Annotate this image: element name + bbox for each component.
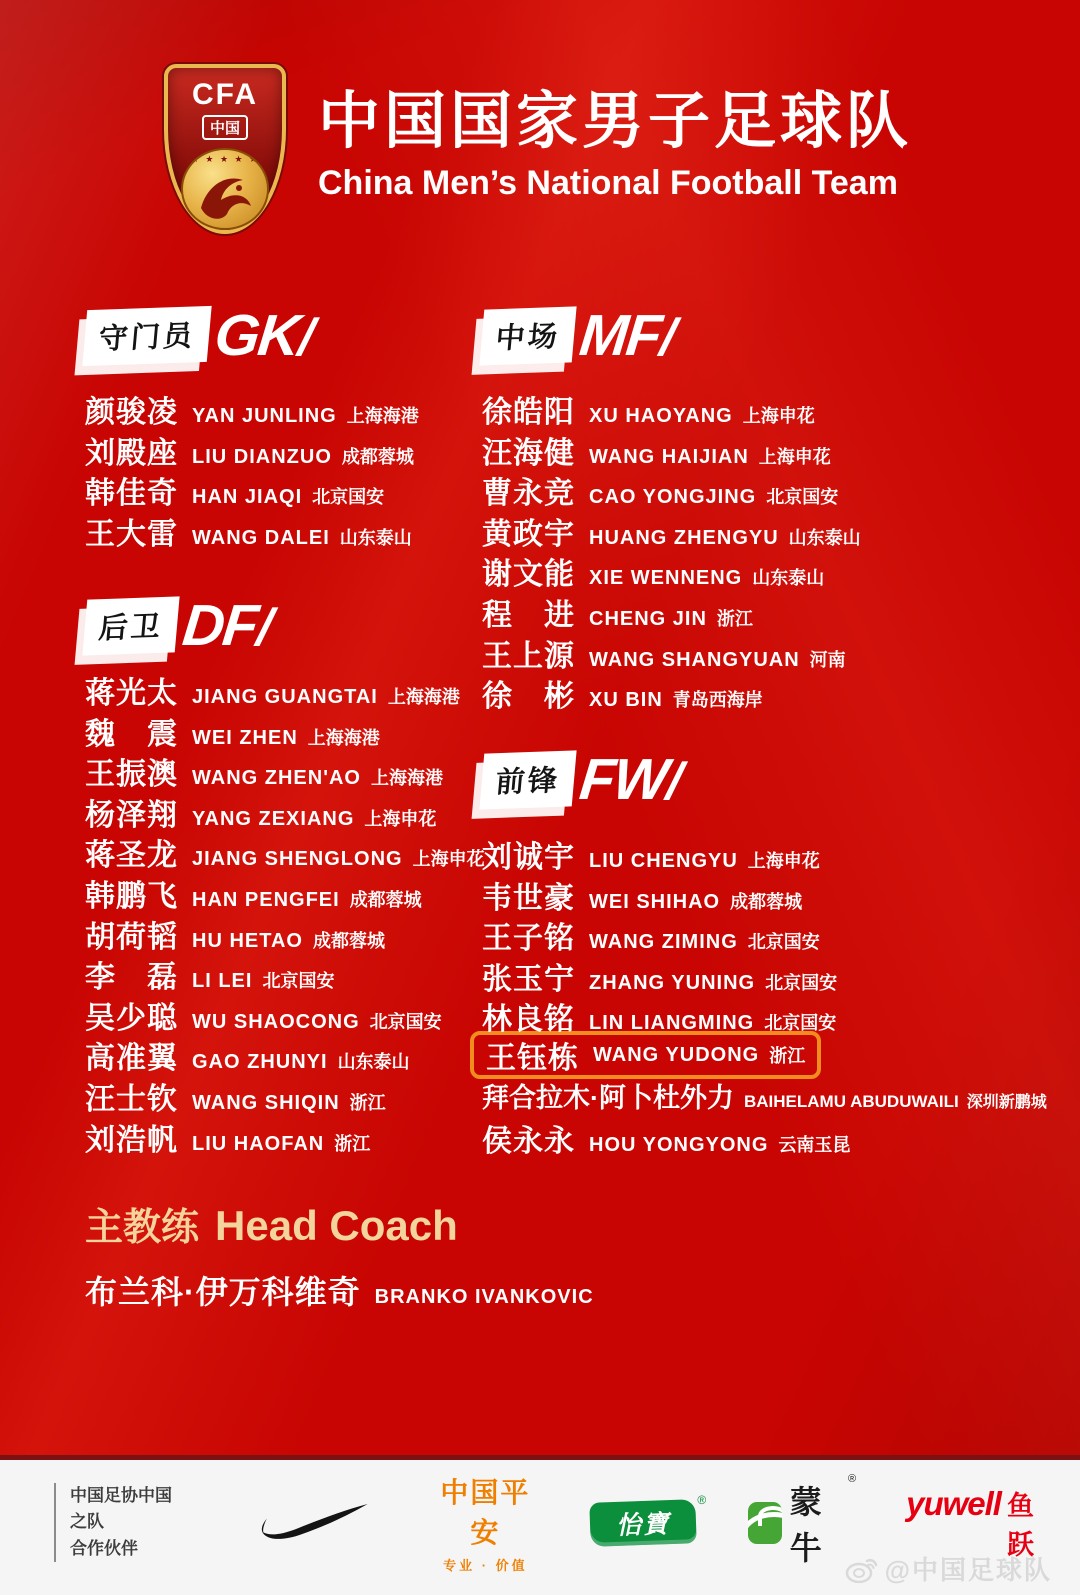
player-name-pinyin: LIU CHENGYU (589, 850, 738, 872)
player-name-cn: 汪海健 (482, 436, 575, 470)
player-row (482, 387, 815, 428)
player-row (85, 1074, 386, 1115)
player-row (85, 468, 384, 509)
weibo-watermark (845, 1550, 1052, 1587)
player-name-cn: 吴少聪 (85, 1001, 178, 1035)
head-coach-title (85, 1196, 594, 1251)
player-club: 北京国安 (369, 1011, 442, 1032)
coach-label-en: Head Coach (215, 1202, 458, 1249)
pingan-slogan: 专业 · 价值 (443, 1558, 528, 1573)
player-name-cn: 王上源 (482, 639, 575, 673)
yuwell-text-en: yuwell (906, 1484, 1001, 1522)
cfa-crest-logo (164, 64, 286, 234)
player-name-pinyin: WANG ZIMING (589, 931, 738, 954)
pingan-text: 中国平安 (440, 1477, 531, 1548)
player-row (85, 428, 414, 469)
player-name-cn: 李 磊 (85, 961, 178, 995)
player-list-fw (482, 832, 1068, 1157)
head-coach-name (85, 1267, 594, 1313)
player-name-cn: 蒋圣龙 (85, 839, 178, 873)
player-row (85, 387, 419, 428)
player-row (482, 549, 824, 590)
coach-label-cn: 主教练 (85, 1207, 200, 1249)
player-club: 山东泰山 (752, 568, 825, 589)
section-badge-gk (85, 303, 480, 368)
player-row (85, 1033, 410, 1074)
player-name-pinyin: LIN LIANGMING (589, 1012, 755, 1035)
badge-label-cn: 守门员 (82, 306, 211, 366)
player-name-pinyin: BAIHELAMU ABUDUWAILI (744, 1091, 959, 1111)
player-club: 北京国安 (766, 487, 839, 508)
partner-text (54, 1483, 181, 1562)
cestbon-logo (590, 1492, 707, 1545)
player-name-pinyin: XIE WENNENG (589, 567, 743, 590)
stars-decoration: ★ ★ ★ ★ ★ (190, 154, 260, 164)
cestbon-flag (589, 1499, 696, 1547)
cfa-abbr: CFA (192, 78, 258, 111)
player-name-cn: 林良铭 (482, 1003, 575, 1037)
player-name-cn: 徐皓阳 (482, 396, 575, 429)
player-row (482, 994, 836, 1035)
coach-name-en: BRANKO IVANKOVIC (374, 1286, 594, 1308)
player-club: 上海申花 (742, 406, 815, 426)
player-name-cn: 徐 彬 (482, 680, 575, 714)
player-club: 青岛西海岸 (672, 690, 763, 711)
registered-mark: ® (697, 1492, 707, 1507)
player-name-cn: 拜合拉木·阿卜杜外力 (482, 1082, 734, 1113)
player-name-cn: 王钰栋 (486, 1042, 579, 1076)
section-badge-mf (482, 303, 1068, 368)
badge-label-cn: 中场 (479, 306, 576, 365)
player-name-cn: 王大雷 (85, 517, 178, 551)
weibo-icon (845, 1555, 879, 1583)
player-name-pinyin: GAO ZHUNYI (192, 1051, 328, 1074)
player-name-cn: 颜骏凌 (85, 396, 178, 429)
player-name-pinyin: LIU DIANZUO (192, 445, 332, 468)
player-club: 上海申花 (747, 851, 820, 871)
player-row (482, 832, 820, 873)
player-name-cn: 张玉宁 (482, 962, 575, 996)
player-club: 北京国安 (262, 971, 335, 992)
title-chinese: 中国国家男子足球队 (318, 87, 913, 156)
player-name-cn: 魏 震 (85, 717, 178, 751)
player-row (482, 1076, 1047, 1117)
partner-line1: 中国足协中国之队 (70, 1485, 172, 1532)
dragon-emblem (181, 148, 269, 230)
player-club: 山东泰山 (337, 1052, 410, 1073)
section-forwards (482, 747, 1068, 1159)
player-club: 山东泰山 (339, 527, 412, 548)
player-row (85, 952, 334, 993)
player-club: 成都蓉城 (341, 446, 414, 467)
watermark-text: @中国足球队 (884, 1555, 1052, 1585)
player-name-cn: 汪士钦 (85, 1082, 178, 1116)
player-club: 成都蓉城 (349, 889, 422, 910)
player-row (85, 509, 412, 550)
player-name-cn: 韦世豪 (482, 881, 575, 915)
player-name-cn: 刘诚宇 (482, 841, 575, 874)
player-club: 上海海港 (346, 406, 419, 426)
player-row (85, 749, 443, 790)
player-row (482, 873, 802, 914)
player-name-pinyin: XU BIN (589, 689, 663, 712)
player-name-pinyin: HAN JIAQI (192, 486, 303, 509)
player-row (482, 1116, 850, 1157)
partner-line2: 合作伙伴 (70, 1538, 138, 1558)
player-club: 上海申花 (364, 808, 437, 829)
mengniu-icon (748, 1502, 782, 1544)
player-name-pinyin: WANG SHANGYUAN (589, 648, 800, 671)
cestbon-text: 怡寶 (615, 1509, 671, 1540)
player-name-cn: 王振澳 (85, 758, 178, 792)
badge-label-cn: 前锋 (479, 750, 576, 809)
player-club: 上海申花 (412, 849, 485, 870)
player-club: 上海海港 (370, 768, 443, 789)
player-name-pinyin: HOU YONGYONG (589, 1134, 769, 1157)
player-club: 北京国安 (312, 487, 385, 508)
player-name-cn: 黄政宇 (482, 517, 575, 551)
player-club: 浙江 (769, 1046, 806, 1067)
player-club: 成都蓉城 (730, 891, 803, 912)
player-row (85, 1115, 370, 1156)
player-club: 深圳新鹏城 (966, 1093, 1047, 1111)
player-name-pinyin: WEI SHIHAO (589, 890, 721, 913)
player-name-pinyin: WANG DALEI (192, 526, 330, 549)
player-name-cn: 杨泽翔 (85, 798, 178, 832)
player-row-highlighted (470, 1031, 821, 1079)
player-row (85, 871, 422, 912)
section-defenders (85, 593, 485, 1157)
header-titles (318, 88, 918, 203)
player-club: 浙江 (334, 1133, 371, 1154)
player-name-pinyin: CHENG JIN (589, 607, 707, 630)
player-name-pinyin: LI LEI (192, 970, 253, 993)
player-row (85, 790, 436, 831)
player-club: 山东泰山 (788, 527, 861, 548)
player-club: 浙江 (349, 1092, 386, 1113)
player-club: 北京国安 (747, 932, 820, 953)
registered-mark: ® (848, 1472, 857, 1485)
player-row (482, 631, 846, 672)
player-name-pinyin: LIU HAOFAN (192, 1132, 325, 1155)
player-row (482, 590, 753, 631)
player-name-cn: 高准翼 (85, 1042, 178, 1076)
player-name-pinyin: JIANG GUANGTAI (192, 686, 378, 708)
title-english: China Men’s National Football Team (318, 164, 898, 203)
section-badge-df (85, 593, 480, 658)
player-name-cn: 韩佳奇 (85, 477, 178, 511)
player-club: 成都蓉城 (312, 930, 385, 951)
player-name-pinyin: ZHANG YUNING (589, 971, 756, 994)
yuwell-text-cn: 鱼跃 (1006, 1490, 1034, 1560)
pingan-logo (437, 1471, 535, 1574)
player-name-pinyin: WANG ZHEN'AO (192, 767, 361, 790)
player-list-gk (85, 387, 480, 549)
player-name-cn: 胡荷韬 (85, 920, 178, 954)
player-name-pinyin: WANG HAIJIAN (589, 445, 749, 468)
player-list-mf (482, 387, 1068, 712)
player-club: 浙江 (716, 608, 753, 629)
head-coach-block (85, 1196, 594, 1313)
player-name-cn: 王子铭 (482, 922, 575, 956)
section-midfielders (482, 303, 1068, 714)
nike-swoosh-logo (259, 1503, 371, 1543)
player-row (482, 509, 861, 550)
player-row (482, 913, 820, 954)
player-name-pinyin: WU SHAOCONG (192, 1010, 360, 1033)
player-club: 北京国安 (765, 972, 838, 993)
player-row (482, 428, 831, 469)
badge-label-en: DF / (180, 597, 273, 655)
player-row (85, 830, 485, 871)
player-name-pinyin: WEI ZHEN (192, 726, 298, 749)
player-club: 上海海港 (307, 727, 380, 748)
player-name-pinyin: YAN JUNLING (192, 405, 337, 427)
player-row (85, 709, 380, 750)
section-goalkeepers (85, 303, 480, 551)
player-name-pinyin: JIANG SHENGLONG (192, 848, 403, 871)
player-club: 河南 (809, 649, 846, 670)
player-name-cn: 刘浩帆 (85, 1123, 178, 1157)
player-name-cn: 刘殿座 (85, 436, 178, 470)
player-name-pinyin: HU HETAO (192, 929, 303, 952)
player-name-cn: 韩鹏飞 (85, 879, 178, 913)
player-name-cn: 蒋光太 (85, 677, 178, 710)
player-name-pinyin: YANG ZEXIANG (192, 807, 355, 830)
player-row (482, 954, 837, 995)
mengniu-logo (748, 1472, 857, 1569)
player-row (482, 468, 838, 509)
player-row (85, 912, 385, 953)
player-club: 上海海港 (387, 687, 460, 707)
player-club: 云南玉昆 (778, 1135, 851, 1156)
player-name-pinyin: HUANG ZHENGYU (589, 526, 779, 549)
player-name-cn: 程 进 (482, 598, 575, 632)
player-list-df (85, 668, 485, 1157)
mengniu-text: 蒙牛 (789, 1483, 824, 1566)
badge-label-en: GK / (212, 307, 315, 365)
player-club: 北京国安 (764, 1013, 837, 1034)
player-name-pinyin: WANG SHIQIN (192, 1091, 340, 1114)
player-row (482, 671, 763, 712)
cfa-country-label: 中国 (202, 115, 248, 140)
player-name-pinyin: CAO YONGJING (589, 486, 757, 509)
player-name-cn: 谢文能 (482, 558, 575, 592)
player-name-cn: 侯永永 (482, 1125, 575, 1159)
player-row (85, 993, 442, 1034)
dragon-icon (191, 164, 263, 228)
coach-name-cn: 布兰科·伊万科维奇 (85, 1274, 361, 1310)
section-badge-fw (482, 747, 1068, 812)
player-row (85, 668, 460, 709)
badge-label-en: MF / (577, 307, 676, 365)
badge-label-en: FW / (577, 751, 683, 809)
player-name-pinyin: WANG YUDONG (593, 1043, 760, 1066)
player-name-cn: 曹永竞 (482, 477, 575, 511)
badge-label-cn: 后卫 (82, 596, 179, 655)
player-name-pinyin: XU HAOYANG (589, 405, 733, 427)
player-name-pinyin: HAN PENGFEI (192, 888, 340, 911)
player-club: 上海申花 (758, 446, 831, 467)
